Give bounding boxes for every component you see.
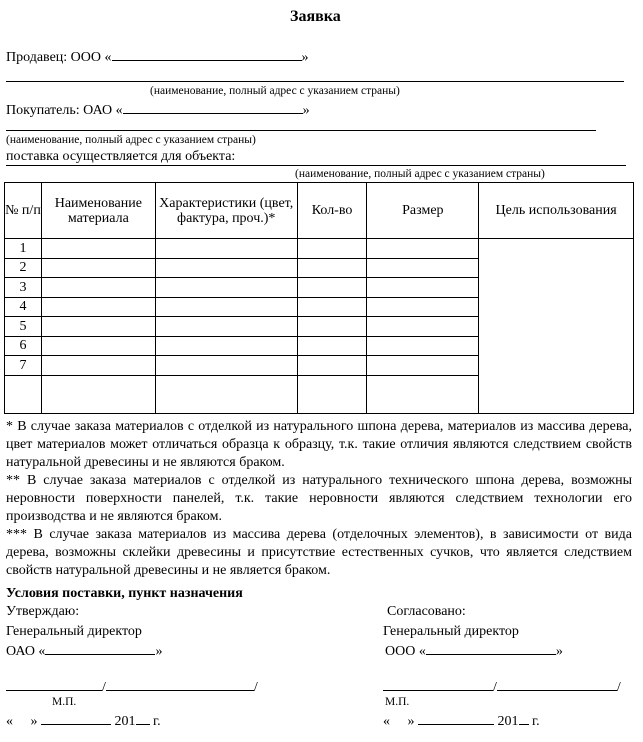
cell-material-name[interactable] (41, 375, 155, 413)
buyer-hint: (наименование, полный адрес с указанием страны) (6, 134, 256, 146)
page-title: Заявка (290, 8, 341, 25)
buyer-close-quote: » (302, 103, 310, 118)
cell-size[interactable] (367, 278, 479, 298)
right-signature-line (383, 678, 621, 696)
note-3: *** В случае заказа материалов из массива дерева (отделочных элементов), в зависимости от вида дерева, возможны склейки древесины и присутствие естественных сучков, что является следствием свойств натуральной древесины и не является браком. (6, 527, 632, 578)
seller-name-field[interactable] (112, 48, 302, 61)
row-number: 2 (5, 258, 42, 278)
seller-address-line[interactable] (6, 81, 624, 82)
notes-block (6, 418, 632, 580)
right-date-line (383, 712, 540, 730)
cell-size[interactable] (367, 258, 479, 278)
left-year: 201 (114, 714, 136, 729)
order-table (4, 182, 634, 414)
note-2: ** В случае заказа материалов с отделкой из натурального технического шпона дерева, возможны неровности поверхности панелей, т.к. такие неровности являются следствием технологии его производства и не являются браком. (6, 473, 632, 524)
cell-material-name[interactable] (41, 258, 155, 278)
header-quantity: Кол-во (297, 183, 367, 239)
left-name-field[interactable] (106, 678, 254, 691)
seller-hint: (наименование, полный адрес с указанием страны) (150, 85, 400, 97)
left-signature-field[interactable] (6, 678, 102, 691)
cell-quantity[interactable] (297, 239, 367, 259)
cell-characteristics[interactable] (155, 297, 297, 317)
cell-characteristics[interactable] (155, 336, 297, 356)
left-date-quote-close: » (30, 714, 38, 729)
cell-quantity[interactable] (297, 356, 367, 376)
cell-material-name[interactable] (41, 336, 155, 356)
cell-characteristics[interactable] (155, 239, 297, 259)
right-org-prefix: ООО « (385, 644, 426, 659)
left-slash-2: / (253, 680, 258, 695)
right-slash-1: / (493, 680, 497, 695)
cell-characteristics[interactable] (155, 356, 297, 376)
cell-quantity[interactable] (297, 258, 367, 278)
right-date-quote-open: « (383, 714, 390, 729)
buyer-name-field[interactable] (123, 101, 303, 114)
left-slash-1: / (102, 680, 106, 695)
header-size: Размер (367, 183, 479, 239)
right-signature-field[interactable] (383, 678, 493, 691)
left-org-suffix: » (155, 644, 163, 659)
right-approve-label: Согласовано: (387, 604, 466, 619)
header-purpose: Цель использования (479, 183, 634, 239)
cell-material-name[interactable] (41, 278, 155, 298)
right-org-line (385, 642, 563, 660)
cell-material-name[interactable] (41, 239, 155, 259)
cell-size[interactable] (367, 375, 479, 413)
left-year-suffix: г. (153, 714, 161, 729)
right-year: 201 (497, 714, 519, 729)
cell-size[interactable] (367, 336, 479, 356)
seller-label: Продавец: ООО « (6, 50, 112, 65)
left-org-field[interactable] (45, 642, 155, 655)
right-slash-2: / (616, 680, 621, 695)
cell-size[interactable] (367, 356, 479, 376)
cell-quantity[interactable] (297, 336, 367, 356)
header-number: № п/п (5, 183, 42, 239)
right-org-field[interactable] (426, 642, 556, 655)
left-approve-label: Утверждаю: (6, 604, 80, 619)
object-hint: (наименование, полный адрес с указанием страны) (295, 168, 545, 180)
cell-characteristics[interactable] (155, 258, 297, 278)
object-label: поставка осуществляется для объекта: (6, 149, 236, 164)
buyer-address-line[interactable] (6, 130, 596, 131)
left-date-quote-open: « (6, 714, 13, 729)
note-1: * В случае заказа материалов с отделкой из натурального шпона дерева, материалов из массива дерева, цвет материалов может отличаться образца к образцу, т.к. такие отличия являются следствием свойств натуральной древесины и не являются браком. (6, 419, 632, 470)
right-month-field[interactable] (418, 712, 494, 725)
conditions-title: Условия поставки, пункт назначения (6, 586, 243, 601)
row-number: 1 (5, 239, 42, 259)
cell-purpose[interactable] (479, 239, 634, 414)
row-number: 4 (5, 297, 42, 317)
left-date-line (6, 712, 161, 730)
buyer-line (6, 101, 310, 119)
cell-quantity[interactable] (297, 278, 367, 298)
right-position: Генеральный директор (383, 624, 519, 639)
buyer-label: Покупатель: ОАО « (6, 103, 123, 118)
cell-size[interactable] (367, 297, 479, 317)
seller-line (6, 48, 309, 66)
left-org-prefix: ОАО « (6, 644, 46, 659)
right-org-suffix: » (555, 644, 563, 659)
header-material-name: Наименование материала (41, 183, 155, 239)
right-date-quote-close: » (407, 714, 415, 729)
cell-material-name[interactable] (41, 356, 155, 376)
cell-quantity[interactable] (297, 297, 367, 317)
table-header-row (5, 183, 634, 239)
object-address-line[interactable] (6, 165, 626, 166)
left-month-field[interactable] (41, 712, 111, 725)
row-number: 6 (5, 336, 42, 356)
left-position: Генеральный директор (6, 624, 142, 639)
cell-material-name[interactable] (41, 317, 155, 337)
row-number: 7 (5, 356, 42, 376)
left-signature-line (6, 678, 258, 696)
cell-characteristics[interactable] (155, 317, 297, 337)
cell-material-name[interactable] (41, 297, 155, 317)
cell-quantity[interactable] (297, 317, 367, 337)
cell-characteristics[interactable] (155, 375, 297, 413)
left-org-line (6, 642, 162, 660)
row-number: 5 (5, 317, 42, 337)
right-name-field[interactable] (497, 678, 617, 691)
seller-close-quote: » (301, 50, 309, 65)
row-number (5, 375, 42, 413)
cell-characteristics[interactable] (155, 278, 297, 298)
left-stamp: М.П. (52, 696, 77, 708)
left-year-field[interactable] (136, 712, 150, 725)
cell-size[interactable] (367, 317, 479, 337)
right-year-suffix: г. (532, 714, 540, 729)
header-characteristics: Характеристики (цвет, фактура, проч.)* (155, 183, 297, 239)
cell-quantity[interactable] (297, 375, 367, 413)
right-stamp: М.П. (385, 696, 410, 708)
cell-size[interactable] (367, 239, 479, 259)
row-number: 3 (5, 278, 42, 298)
right-year-field[interactable] (519, 712, 529, 725)
table-row (5, 239, 634, 259)
